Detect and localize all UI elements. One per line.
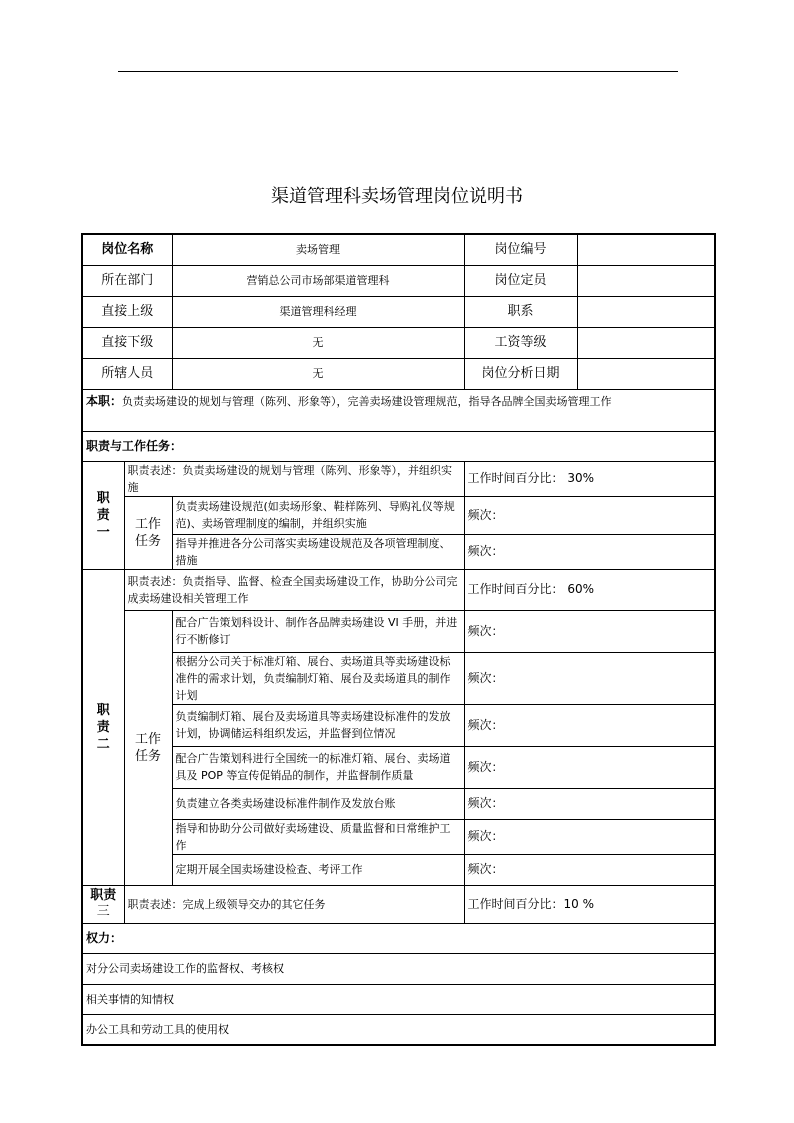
page-title: 渠道管理科卖场管理岗位说明书 [271,186,523,207]
task-freq: 频次： [464,854,715,885]
task-row [82,610,715,652]
info-label: 岗位分析日期 [464,358,577,389]
info-value [577,234,715,265]
info-value [577,358,715,389]
info-row [82,234,715,265]
info-row [82,327,715,358]
task-freq: 频次： [464,819,715,854]
duty-summary-label: 本职： [86,393,123,408]
info-label: 工资等级 [464,327,577,358]
info-row [82,296,715,327]
duty2-pct: 工作时间百分比： 60% [464,569,715,610]
info-label: 所辖人员 [82,358,172,389]
rights-row [82,953,715,984]
duty1-task-label: 工作 任务 [124,496,172,569]
info-label: 直接下级 [82,327,172,358]
info-value [577,327,715,358]
task-freq: 频次： [464,704,715,746]
duty2-task-label: 工作 任务 [124,610,172,885]
info-row [82,358,715,389]
job-description-table [81,233,716,1046]
task-text: 定期开展全国卖场建设检查、考评工作 [172,854,464,885]
duty2-desc-row [82,569,715,610]
info-value: 无 [172,327,464,358]
info-label: 直接上级 [82,296,172,327]
task-row [82,746,715,788]
duty1-desc-row [82,461,715,496]
info-value: 营销总公司市场部渠道管理科 [172,265,464,296]
task-text: 负责建立各类卖场建设标准件制作及发放台账 [172,788,464,819]
rights-row [82,1014,715,1045]
info-value: 渠道管理科经理 [172,296,464,327]
task-text: 负责卖场建设规范(如卖场形象、鞋样陈列、导购礼仪等规范)、卖场管理制度的编制，并组织实施 [172,496,464,534]
rights-header: 权力： [82,923,715,953]
info-value: 无 [172,358,464,389]
duty2-desc: 职责表述：负责指导、监督、检查全国卖场建设工作，协助分公司完成卖场建设相关管理工作 [124,569,464,610]
task-freq: 频次： [464,788,715,819]
rights-header-row [82,923,715,953]
info-row [82,265,715,296]
right-item: 相关事情的知情权 [82,984,715,1014]
duty1-label: 职 责 一 [82,461,124,569]
info-label: 职系 [464,296,577,327]
task-row [82,854,715,885]
task-freq: 频次： [464,746,715,788]
duty3-pct: 工作时间百分比：10 % [464,885,715,923]
task-text: 负责编制灯箱、展台及卖场道具等卖场建设标准件的发放计划，协调储运科组织发运，并监督到位情况 [172,704,464,746]
duty3-row [82,885,715,923]
task-row [82,652,715,704]
duty1-pct: 工作时间百分比： 30% [464,461,715,496]
info-value [577,296,715,327]
info-value [577,265,715,296]
task-freq: 频次： [464,652,715,704]
header-rule [118,71,678,72]
info-label: 所在部门 [82,265,172,296]
task-text: 指导和协助分公司做好卖场建设、质量监督和日常维护工作 [172,819,464,854]
task-row [82,704,715,746]
task-row [82,788,715,819]
task-row [82,534,715,569]
duty1-desc: 职责表述：负责卖场建设的规划与管理（陈列、形象等），并组织实施 [124,461,464,496]
duty2-label: 职 责 二 [82,569,124,885]
task-freq: 频次： [464,610,715,652]
task-row [82,496,715,534]
info-label: 岗位编号 [464,234,577,265]
duty-summary-row [82,389,715,431]
task-text: 配合广告策划科设计、制作各品牌卖场建设 VI 手册，并进行不断修订 [172,610,464,652]
right-item: 对分公司卖场建设工作的监督权、考核权 [82,953,715,984]
info-label: 岗位定员 [464,265,577,296]
rights-row [82,984,715,1014]
info-label: 岗位名称 [82,234,172,265]
task-freq: 频次： [464,496,715,534]
task-freq: 频次： [464,534,715,569]
task-text: 指导并推进各分公司落实卖场建设规范及各项管理制度、措施 [172,534,464,569]
info-value: 卖场管理 [172,234,464,265]
right-item: 办公工具和劳动工具的使用权 [82,1014,715,1045]
duties-header: 职责与工作任务： [82,431,715,461]
task-row [82,819,715,854]
duties-header-row [82,431,715,461]
task-text: 配合广告策划科进行全国统一的标准灯箱、展台、卖场道具及 POP 等宣传促销品的制作，并监督制作质量 [172,746,464,788]
duty-summary-text: 负责卖场建设的规划与管理（陈列、形象等），完善卖场建设管理规范，指导各品牌全国卖场管理工作 [122,394,612,408]
duty3-desc: 职责表述：完成上级领导交办的其它任务 [124,885,464,923]
task-text: 根据分公司关于标准灯箱、展台、卖场道具等卖场建设标准件的需求计划，负责编制灯箱、展台及卖场道具的制作计划 [172,652,464,704]
duty3-label: 职责 三 [82,885,124,923]
